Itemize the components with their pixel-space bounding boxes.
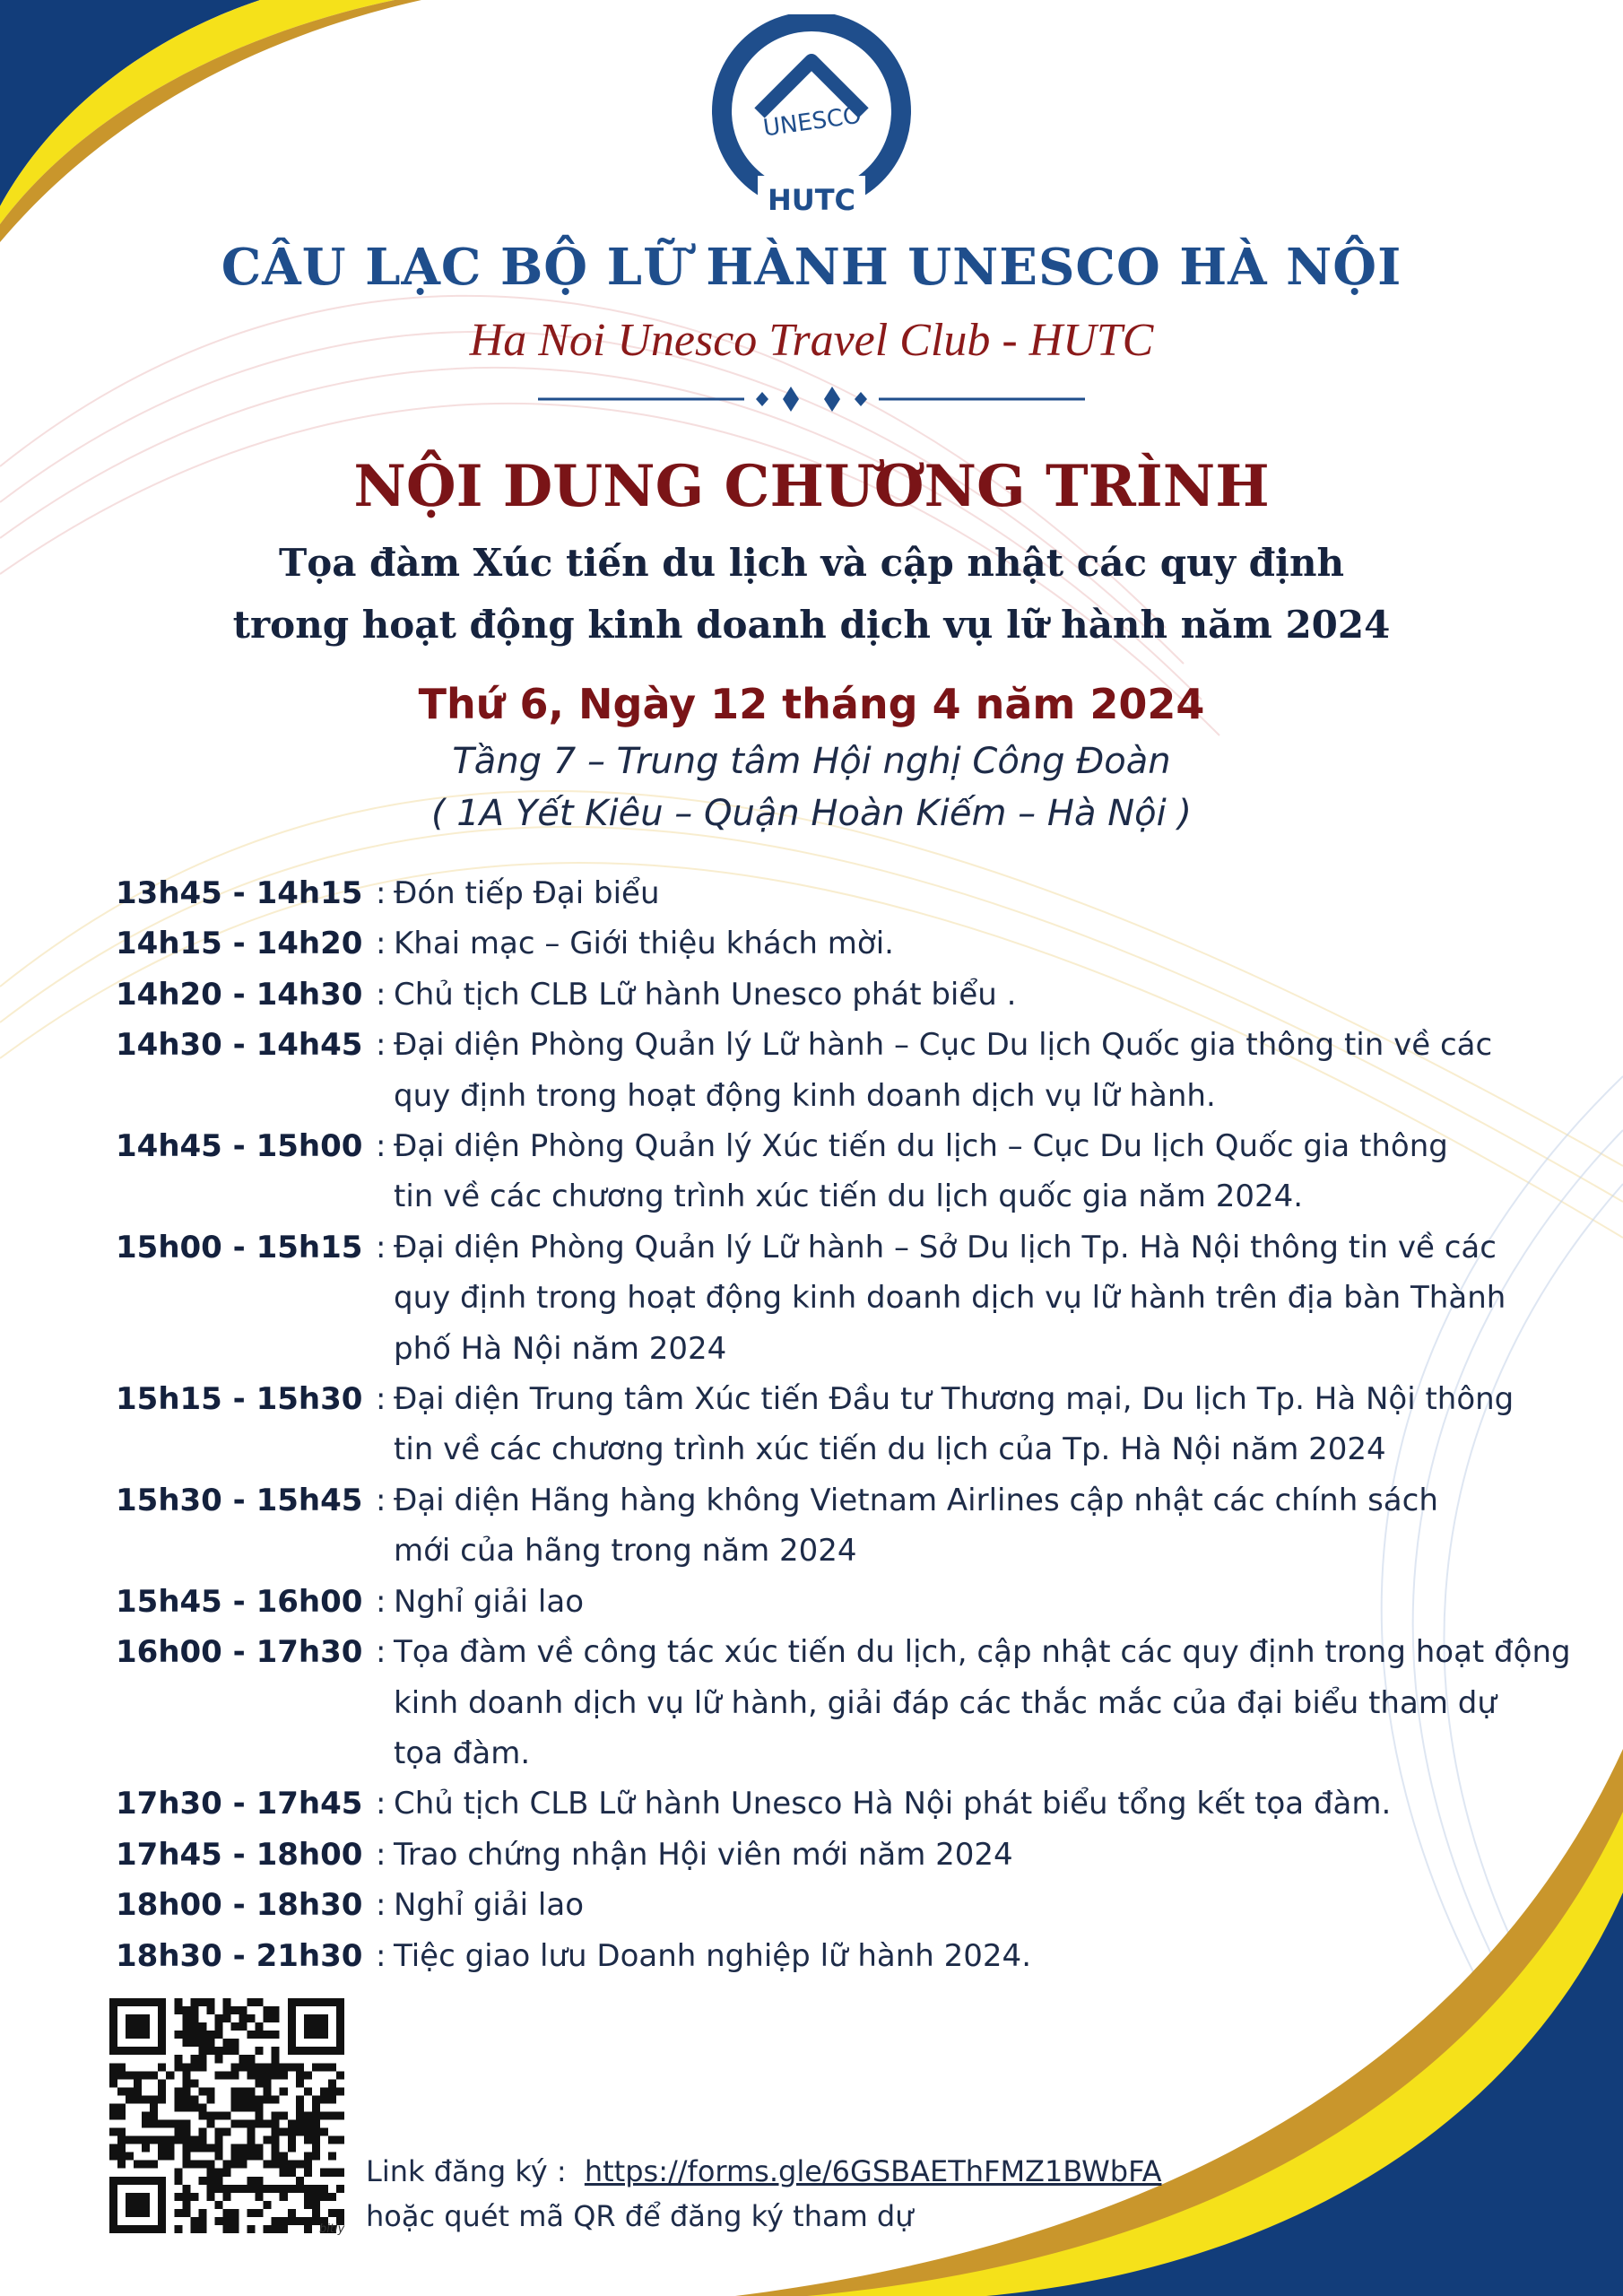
registration-label: Link đăng ký : (366, 2154, 567, 2188)
agenda-separator: : (376, 1937, 386, 1974)
agenda-time: 15h45 - 16h00 (116, 1583, 363, 1620)
agenda-description (394, 1779, 1586, 1829)
agenda-description-line: Đại diện Hãng hàng không Vietnam Airlines cập nhật các chính sách (394, 1482, 1438, 1518)
agenda-description (394, 868, 1586, 918)
agenda-description (394, 1374, 1586, 1475)
agenda-description-line: quy định trong hoạt động kinh doanh dịch vụ lữ hành trên địa bàn Thành (394, 1280, 1506, 1317)
club-name-vietnamese: CÂU LẠC BỘ LỮ HÀNH UNESCO HÀ NỘI (221, 238, 1402, 297)
agenda-description-line: Đại diện Phòng Quản lý Lữ hành – Sở Du lịch Tp. Hà Nội thông tin về các (394, 1229, 1497, 1265)
agenda-description-line: Khai mạc – Giới thiệu khách mời. (394, 926, 894, 962)
hutc-unesco-logo (704, 14, 919, 221)
agenda-description-line: Đại diện Phòng Quản lý Xúc tiến du lịch – Cục Du lịch Quốc gia thông (394, 1128, 1448, 1165)
agenda-row (116, 970, 1586, 1020)
agenda-description-line: tin về các chương trình xúc tiến du lịch của Tp. Hà Nội năm 2024 (394, 1431, 1386, 1468)
agenda-row (116, 1121, 1586, 1222)
agenda-description-line: quy định trong hoạt động kinh doanh dịch vụ lữ hành. (394, 1077, 1216, 1114)
agenda-row (116, 1830, 1586, 1880)
logo-unesco-text: UNESCO (761, 101, 864, 143)
agenda-row (116, 868, 1586, 918)
agenda-list (116, 868, 1586, 1981)
agenda-separator: : (376, 1381, 386, 1418)
program-subtitle-line2: trong hoạt động kinh doanh dịch vụ lữ hành năm 2024 (232, 603, 1391, 647)
agenda-description-line: tọa đàm. (394, 1735, 531, 1771)
agenda-description-line: mới của hãng trong năm 2024 (394, 1533, 857, 1570)
agenda-separator: : (376, 1887, 386, 1924)
agenda-time: 18h00 - 18h30 (116, 1887, 363, 1924)
program-subtitle-line1: Tọa đàm Xúc tiến du lịch và cập nhật các quy định (278, 541, 1345, 585)
agenda-time: 15h30 - 15h45 (116, 1482, 363, 1518)
agenda-time: 15h15 - 15h30 (116, 1381, 363, 1418)
agenda-description-line: phố Hà Nội năm 2024 (394, 1330, 727, 1367)
agenda-description-line: Nghỉ giải lao (394, 1887, 585, 1924)
agenda-description (394, 1931, 1586, 1981)
agenda-time: 16h00 - 17h30 (116, 1634, 363, 1671)
agenda-separator: : (376, 976, 386, 1013)
agenda-description-line: Nghỉ giải lao (394, 1583, 585, 1620)
agenda-separator: : (376, 1128, 386, 1165)
qr-instruction: hoặc quét mã QR để đăng ký tham dự (366, 2199, 914, 2233)
agenda-separator: : (376, 1229, 386, 1265)
agenda-separator: : (376, 1027, 386, 1064)
registration-qr-code[interactable] (109, 1998, 344, 2233)
agenda-separator: : (376, 1786, 386, 1822)
agenda-description-line: Trao chứng nhận Hội viên mới năm 2024 (394, 1836, 1013, 1873)
venue-line1: Tầng 7 – Trung tâm Hội nghị Công Đoàn (452, 741, 1171, 782)
agenda-description-line: Tiệc giao lưu Doanh nghiệp lữ hành 2024. (394, 1937, 1031, 1974)
agenda-description (394, 1830, 1586, 1880)
agenda-time: 18h30 - 21h30 (116, 1937, 363, 1974)
qr-brand-label: bitly (319, 2222, 345, 2236)
agenda-description-line: Chủ tịch CLB Lữ hành Unesco Hà Nội phát biểu tổng kết tọa đàm. (394, 1786, 1392, 1822)
agenda-row (116, 918, 1586, 969)
agenda-row (116, 1475, 1586, 1577)
agenda-description-line: Chủ tịch CLB Lữ hành Unesco phát biểu . (394, 976, 1017, 1013)
ornamental-divider (538, 381, 1085, 417)
agenda-time: 17h30 - 17h45 (116, 1786, 363, 1822)
agenda-time: 15h00 - 15h15 (116, 1229, 363, 1265)
agenda-description (394, 1020, 1586, 1121)
agenda-time: 13h45 - 14h15 (116, 875, 363, 911)
agenda-description-line: Tọa đàm về công tác xúc tiến du lịch, cập nhật các quy định trong hoạt động (394, 1634, 1571, 1671)
agenda-time: 14h45 - 15h00 (116, 1128, 363, 1165)
agenda-description (394, 1475, 1586, 1577)
agenda-row (116, 1020, 1586, 1121)
agenda-row (116, 1577, 1586, 1627)
logo-hutc-text: HUTC (767, 183, 856, 217)
program-title: NỘI DUNG CHƯƠNG TRÌNH (353, 453, 1270, 520)
agenda-time: 17h45 - 18h00 (116, 1836, 363, 1873)
agenda-description (394, 1627, 1586, 1779)
agenda-description (394, 1121, 1586, 1222)
agenda-separator: : (376, 1482, 386, 1518)
agenda-description-line: kinh doanh dịch vụ lữ hành, giải đáp các thắc mắc của đại biểu tham dự (394, 1684, 1497, 1721)
agenda-row (116, 1931, 1586, 1981)
agenda-row (116, 1779, 1586, 1829)
agenda-description (394, 1880, 1586, 1930)
agenda-separator: : (376, 875, 386, 911)
event-date: Thứ 6, Ngày 12 tháng 4 năm 2024 (418, 680, 1205, 728)
agenda-row (116, 1222, 1586, 1374)
agenda-description (394, 1577, 1586, 1627)
agenda-time: 14h30 - 14h45 (116, 1027, 363, 1064)
club-name-english: Ha Noi Unesco Travel Club - HUTC (469, 315, 1154, 366)
agenda-description (394, 1222, 1586, 1374)
agenda-row (116, 1374, 1586, 1475)
agenda-description-line: Đại diện Phòng Quản lý Lữ hành – Cục Du lịch Quốc gia thông tin về các (394, 1027, 1493, 1064)
venue-address: ( 1A Yết Kiêu – Quận Hoàn Kiếm – Hà Nội ) (430, 793, 1193, 834)
agenda-time: 14h20 - 14h30 (116, 976, 363, 1013)
agenda-description (394, 918, 1586, 969)
agenda-description-line: tin về các chương trình xúc tiến du lịch quốc gia năm 2024. (394, 1178, 1304, 1215)
agenda-description-line: Đại diện Trung tâm Xúc tiến Đầu tư Thương mại, Du lịch Tp. Hà Nội thông (394, 1381, 1515, 1418)
agenda-separator: : (376, 926, 386, 962)
agenda-separator: : (376, 1836, 386, 1873)
registration-link-line (366, 2154, 1161, 2188)
agenda-separator: : (376, 1634, 386, 1671)
agenda-time: 14h15 - 14h20 (116, 926, 363, 962)
agenda-description-line: Đón tiếp Đại biểu (394, 875, 660, 911)
registration-link[interactable]: https://forms.gle/6GSBAEThFMZ1BWbFA (584, 2154, 1162, 2188)
agenda-row (116, 1627, 1586, 1779)
agenda-description (394, 970, 1586, 1020)
agenda-separator: : (376, 1583, 386, 1620)
agenda-row (116, 1880, 1586, 1930)
